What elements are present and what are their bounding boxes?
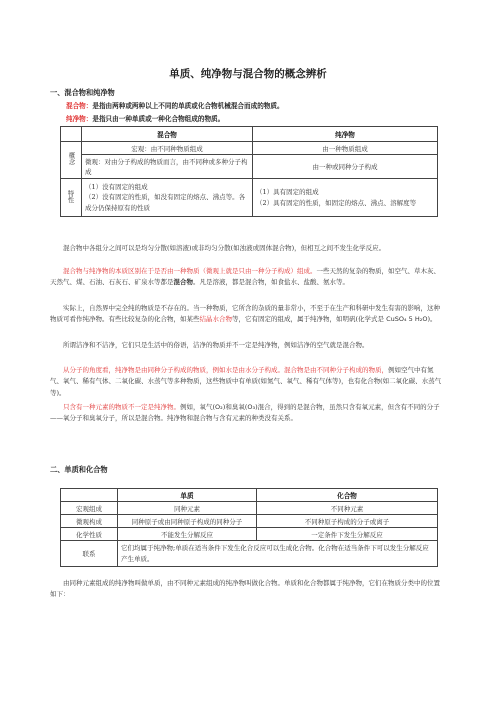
row-group-property: 特性 — [61, 179, 82, 217]
section1-heading: 一、混合物和纯净物 — [50, 88, 115, 97]
cell-mix-micro: 微观：对由分子构成的物质而言，由不同种或多种分子构成 — [82, 155, 253, 179]
paragraph-6: 只含有一种元素的物质不一定是纯净物。例如，氧气(O₂)和臭氧(O₃)混合，得到的是混合物，虽然只含有氧元素，但含有不同的分子——氧分子和臭氧分子，所以是混合物。纯净物和混合物与含有元素的种类没有关系。 — [50, 403, 440, 423]
header-pure: 纯净物 — [253, 127, 438, 142]
cell-element-micro: 同种原子或由同种原子构成的同种分子 — [118, 515, 257, 528]
paragraph-4: 所谓洁净和不洁净，它们只是生活中的俗语，洁净的物质并不一定是纯净物，例如洁净的空气就是混合物。 — [63, 341, 369, 349]
def-mixture — [66, 100, 284, 110]
def-pure-term: 纯净物： — [66, 115, 93, 123]
def-mixture-text: 是指由两种或两种以上不同的单质或化合物机械混合而成的物质。 — [92, 102, 284, 110]
mixture-pure-table — [60, 126, 438, 217]
paragraph-7: 由同种元素组成的纯净物叫做单质，由不同种元素组成的纯净物叫做化合物。单质和化合物都属于纯净物，它们在物质分类中的位置如下： — [50, 579, 440, 599]
element-compound-table — [60, 488, 438, 567]
row-group-concept: 概念 — [61, 142, 82, 179]
paragraph-2: 混合物与纯净物的本质区别在于是否由一种物质（微观上就是只由一种分子构成）组成。一些天然的复杂的物质，如空气、草木灰、天然气、煤、石油、石灰石、矿泉水等都是混合物。凡是溶液，都是混合物，如食盐水、盐酸、氨水等。 — [50, 267, 440, 287]
cell-element-chem: 不能发生分解反应 — [118, 528, 257, 541]
paragraph-5: 从分子的角度看，纯净物是由同种分子构成的物质，例如水是由水分子构成。混合物是由不同种分子构成的物质，例如空气中有氮气、氧气、稀有气体、二氧化碳、水蒸气等多种物质，这些物质中有单质(如氮气、氧气、稀有气体等)，也有化合物(如二氧化碳、水蒸气等)。 — [50, 366, 442, 397]
cell-compound-macro: 不同种元素 — [257, 502, 438, 515]
row-label-macro: 宏观组成 — [61, 502, 118, 515]
cell-pure-property: （1）具有固定的组成 （2）具有固定的性质，如固定的熔点、沸点、溶解度等 — [253, 179, 438, 217]
cell-mix-property: （1）没有固定的组成 （2）没有固定的性质，如没有固定的熔点、沸点等。各成分仍保持原有的性质 — [82, 179, 253, 217]
cell-mix-macro: 宏观：由不同种物质组成 — [82, 142, 253, 155]
cell-compound-chem: 一定条件下发生分解反应 — [257, 528, 438, 541]
page-title: 单质、纯净物与混合物的概念辨析 — [169, 68, 327, 80]
cell-link: 它们均属于纯净物;单质在适当条件下发生化合反应可以生成化合物。化合物在适当条件下可以发生分解反应产生单质。 — [118, 541, 438, 567]
cell-pure-micro: 由一种或同种分子构成 — [253, 155, 438, 179]
cell-pure-macro: 由一种物质组成 — [253, 142, 438, 155]
def-pure — [66, 113, 224, 123]
def-pure-text: 是指只由一种单质或一种化合物组成的物质。 — [92, 115, 225, 123]
header-element: 单质 — [118, 489, 257, 502]
section2-heading: 二、单质和化合物 — [50, 465, 108, 474]
paragraph-3: 实际上，自然界中完全纯的物质是不存在的。当一种物质，它所含的杂质的量非常小，不至于在生产和科研中发生有害的影响，这种物质可看作纯净物。有些比较复杂的化合物，如某些结晶水合物等，它有固定的组成，属于纯净物，如明矾(化学式是 CuSO₄ 5 H₂O)。 — [50, 304, 440, 324]
row-label-link: 联系 — [61, 541, 118, 567]
row-label-chem: 化学性质 — [61, 528, 118, 541]
header-mixture: 混合物 — [82, 127, 253, 142]
def-mixture-term: 混合物： — [66, 102, 93, 110]
paragraph-1: 混合物中各组分之间可以是均匀分散(如溶液)或非均匀分散(如浊液或固体混合物)，但相互之间不发生化学反应。 — [63, 244, 386, 252]
cell-compound-micro: 不同种原子构成的分子或离子 — [257, 515, 438, 528]
row-label-micro: 微观构成 — [61, 515, 118, 528]
cell-element-macro: 同种元素 — [118, 502, 257, 515]
header-compound: 化合物 — [257, 489, 438, 502]
